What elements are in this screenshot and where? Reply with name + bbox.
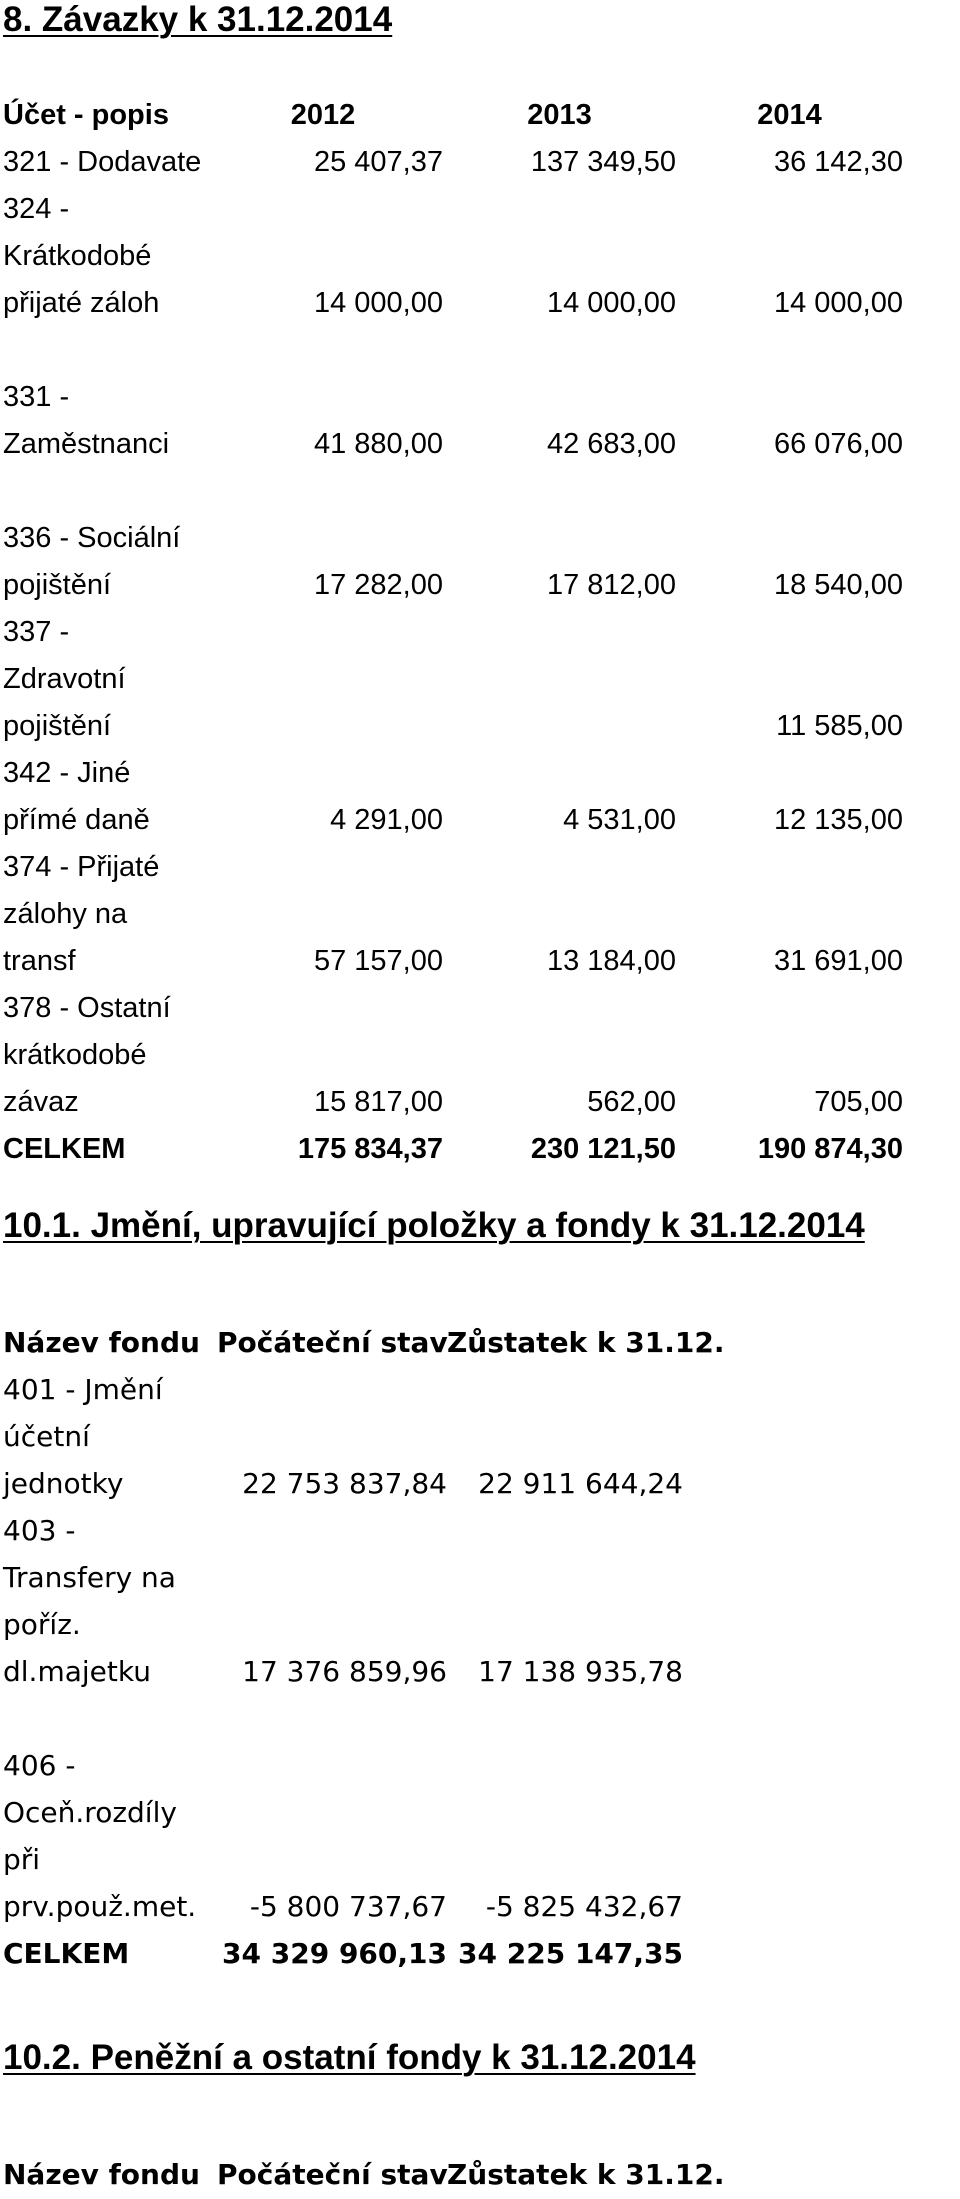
fund-label: jednotky — [3, 1467, 124, 1500]
amount-2013: 562,00 — [587, 1086, 676, 1118]
amount-2012 — [203, 1025, 443, 1072]
amount-2014 — [676, 978, 903, 1025]
monetary-funds-table — [3, 2144, 725, 2191]
amount-2012: 4 291,00 — [330, 804, 443, 836]
account-label: Zdravotní — [3, 663, 126, 695]
amount-2014 — [676, 367, 903, 414]
account-label: 374 - Přijaté — [3, 851, 160, 883]
liability-row — [3, 461, 903, 508]
liability-total-row — [3, 1119, 903, 1166]
end-balance — [447, 1829, 683, 1876]
amount-2012: 15 817,00 — [313, 1086, 443, 1118]
amount-2012 — [203, 696, 443, 743]
total-2012: 175 834,37 — [297, 1133, 443, 1165]
amount-2013 — [443, 696, 676, 743]
amount-2014: 66 076,00 — [773, 428, 903, 460]
amount-2012: 25 407,37 — [313, 146, 443, 178]
amount-2014: 14 000,00 — [773, 287, 903, 319]
amount-2012: 17 282,00 — [313, 569, 443, 601]
fund-label: Oceň.rozdíly — [3, 1796, 177, 1829]
amount-2013 — [443, 367, 676, 414]
amount-2012 — [203, 837, 443, 884]
start-balance: 17 376 859,96 — [242, 1655, 447, 1688]
total-label: CELKEM — [3, 1937, 130, 1970]
header-2014: 2014 — [757, 99, 822, 131]
end-balance — [447, 1359, 683, 1406]
amount-2014 — [676, 461, 903, 508]
fund-label: Transfery na — [3, 1561, 176, 1594]
liability-row — [3, 367, 903, 414]
section-10-2-heading: 10.2. Peněžní a ostatní fondy k 31.12.2014 — [3, 2038, 696, 2077]
amount-2014 — [676, 320, 903, 367]
account-label: 324 - — [3, 193, 70, 225]
account-label: přímé daně — [3, 804, 150, 836]
account-label: 336 - Sociální — [3, 522, 181, 554]
amount-2014 — [676, 649, 903, 696]
fund-row — [3, 1782, 683, 1829]
start-balance — [217, 1735, 447, 1782]
start-balance: 22 753 837,84 — [242, 1467, 447, 1500]
header-fund-name: Název fondu — [3, 2158, 200, 2191]
amount-2014 — [676, 884, 903, 931]
liability-row — [3, 508, 903, 555]
amount-2013 — [443, 649, 676, 696]
fund-row — [3, 1641, 683, 1688]
header-2013: 2013 — [527, 99, 592, 131]
amount-2014: 18 540,00 — [773, 569, 903, 601]
liability-row — [3, 696, 903, 743]
liability-row — [3, 837, 903, 884]
equity-funds-table — [3, 1312, 725, 1970]
amount-2013: 17 812,00 — [546, 569, 676, 601]
total-2014: 190 874,30 — [757, 1133, 903, 1165]
fund-label: dl.majetku — [3, 1655, 151, 1688]
header-start: Počáteční stav — [217, 2158, 448, 2191]
end-balance: 17 138 935,78 — [478, 1655, 683, 1688]
fund-row — [3, 1735, 683, 1782]
liabilities-header-row — [3, 85, 903, 132]
fund-label: 403 - — [3, 1514, 76, 1547]
liability-row — [3, 743, 903, 790]
account-label: závaz — [3, 1086, 79, 1118]
start-balance — [217, 1829, 447, 1876]
end-balance — [447, 1500, 683, 1547]
liability-row — [3, 320, 903, 367]
amount-2012 — [203, 978, 443, 1025]
total-2013: 230 121,50 — [530, 1133, 676, 1165]
amount-2014 — [676, 837, 903, 884]
amount-2014: 36 142,30 — [773, 146, 903, 178]
amount-2014 — [676, 508, 903, 555]
amount-2014: 31 691,00 — [773, 945, 903, 977]
fund-row — [3, 1594, 683, 1641]
fund-label: 401 - Jmění — [3, 1373, 163, 1406]
total-label: CELKEM — [3, 1133, 126, 1165]
end-balance: -5 825 432,67 — [485, 1890, 683, 1923]
start-balance — [217, 1594, 447, 1641]
amount-2013 — [443, 837, 676, 884]
start-balance: -5 800 737,67 — [249, 1890, 447, 1923]
fund-row — [3, 1688, 683, 1735]
equity-header-row — [3, 1312, 683, 1359]
fund-total-row — [3, 1923, 683, 1970]
header-end: Zůstatek k 31.12. — [447, 2158, 725, 2191]
liability-row — [3, 931, 903, 978]
amount-2012: 57 157,00 — [313, 945, 443, 977]
liability-row — [3, 1025, 903, 1072]
header-2012: 2012 — [290, 99, 356, 131]
start-balance — [217, 1406, 447, 1453]
amount-2012 — [203, 461, 443, 508]
amount-2013 — [443, 884, 676, 931]
fund-row — [3, 1829, 683, 1876]
account-label: 337 - — [3, 616, 70, 648]
amount-2013 — [443, 179, 676, 226]
amount-2013: 42 683,00 — [546, 428, 676, 460]
amount-2012 — [203, 367, 443, 414]
amount-2012 — [203, 743, 443, 790]
amount-2012 — [203, 179, 443, 226]
end-balance — [447, 1547, 683, 1594]
amount-2014 — [676, 179, 903, 226]
monetary-header-row — [3, 2144, 683, 2191]
liability-row — [3, 132, 903, 179]
fund-row — [3, 1406, 683, 1453]
section-10-1-heading: 10.1. Jmění, upravující položky a fondy k 31.12.2014 — [3, 1206, 865, 1245]
amount-2013 — [443, 226, 676, 273]
amount-2014: 12 135,00 — [773, 804, 903, 836]
amount-2014: 11 585,00 — [776, 710, 903, 742]
amount-2013 — [443, 461, 676, 508]
start-balance — [217, 1782, 447, 1829]
amount-2013 — [443, 743, 676, 790]
fund-row — [3, 1547, 683, 1594]
liability-row — [3, 602, 903, 649]
amount-2012 — [203, 649, 443, 696]
liability-row — [3, 884, 903, 931]
amount-2013 — [443, 602, 676, 649]
fund-label: při — [3, 1843, 41, 1876]
amount-2012 — [203, 602, 443, 649]
end-balance: 22 911 644,24 — [478, 1467, 683, 1500]
account-label — [3, 320, 203, 367]
amount-2013: 13 184,00 — [546, 945, 676, 977]
amount-2013: 137 349,50 — [530, 146, 676, 178]
amount-2014 — [676, 602, 903, 649]
amount-2013: 14 000,00 — [546, 287, 676, 319]
account-label: Krátkodobé — [3, 240, 152, 272]
account-label: 342 - Jiné — [3, 757, 131, 789]
account-label: pojištění — [3, 710, 112, 742]
start-balance — [217, 1688, 447, 1735]
end-balance — [447, 1406, 683, 1453]
fund-label: 406 - — [3, 1749, 76, 1782]
fund-row — [3, 1500, 683, 1547]
fund-label — [3, 1688, 217, 1735]
liability-row — [3, 1072, 903, 1119]
amount-2014 — [676, 1025, 903, 1072]
fund-row — [3, 1453, 683, 1500]
account-label: pojištění — [3, 569, 112, 601]
liability-row — [3, 649, 903, 696]
liability-row — [3, 273, 903, 320]
total-end: 34 225 147,35 — [458, 1937, 683, 1970]
end-balance — [447, 1782, 683, 1829]
fund-label: prv.použ.met. — [3, 1890, 197, 1923]
amount-2013 — [443, 1025, 676, 1072]
liability-row — [3, 414, 903, 461]
account-label: 378 - Ostatní — [3, 992, 171, 1024]
amount-2013 — [443, 320, 676, 367]
liabilities-table — [3, 85, 903, 1166]
start-balance — [217, 1359, 447, 1406]
amount-2013 — [443, 508, 676, 555]
amount-2012 — [203, 226, 443, 273]
liability-row — [3, 555, 903, 602]
account-label: zálohy na — [3, 898, 128, 930]
liability-row — [3, 790, 903, 837]
fund-label: poříz. — [3, 1608, 81, 1641]
total-start: 34 329 960,13 — [222, 1937, 447, 1970]
header-fund-name: Název fondu — [3, 1326, 200, 1359]
amount-2014: 705,00 — [814, 1086, 903, 1118]
account-label: transf — [3, 945, 76, 977]
end-balance — [447, 1688, 683, 1735]
amount-2012: 14 000,00 — [313, 287, 443, 319]
liability-row — [3, 978, 903, 1025]
fund-row — [3, 1876, 683, 1923]
fund-row — [3, 1359, 683, 1406]
amount-2012 — [203, 508, 443, 555]
header-start: Počáteční stav — [217, 1326, 448, 1359]
account-label: přijaté záloh — [3, 287, 160, 319]
account-label — [3, 461, 203, 508]
account-label: 331 - — [3, 381, 70, 413]
liability-row — [3, 226, 903, 273]
amount-2014 — [676, 743, 903, 790]
account-label: 321 - Dodavate — [3, 146, 202, 178]
amount-2012: 41 880,00 — [313, 428, 443, 460]
amount-2012 — [203, 884, 443, 931]
amount-2013: 4 531,00 — [563, 804, 676, 836]
header-account: Účet - popis — [3, 99, 169, 131]
end-balance — [447, 1594, 683, 1641]
start-balance — [217, 1547, 447, 1594]
fund-label: účetní — [3, 1420, 90, 1453]
amount-2014 — [676, 226, 903, 273]
end-balance — [447, 1735, 683, 1782]
header-end: Zůstatek k 31.12. — [447, 1326, 725, 1359]
amount-2013 — [443, 978, 676, 1025]
section-8-heading: 8. Závazky k 31.12.2014 — [3, 0, 393, 39]
account-label: krátkodobé — [3, 1039, 147, 1071]
liability-row — [3, 179, 903, 226]
start-balance — [217, 1500, 447, 1547]
account-label: Zaměstnanci — [3, 428, 170, 460]
amount-2012 — [203, 320, 443, 367]
